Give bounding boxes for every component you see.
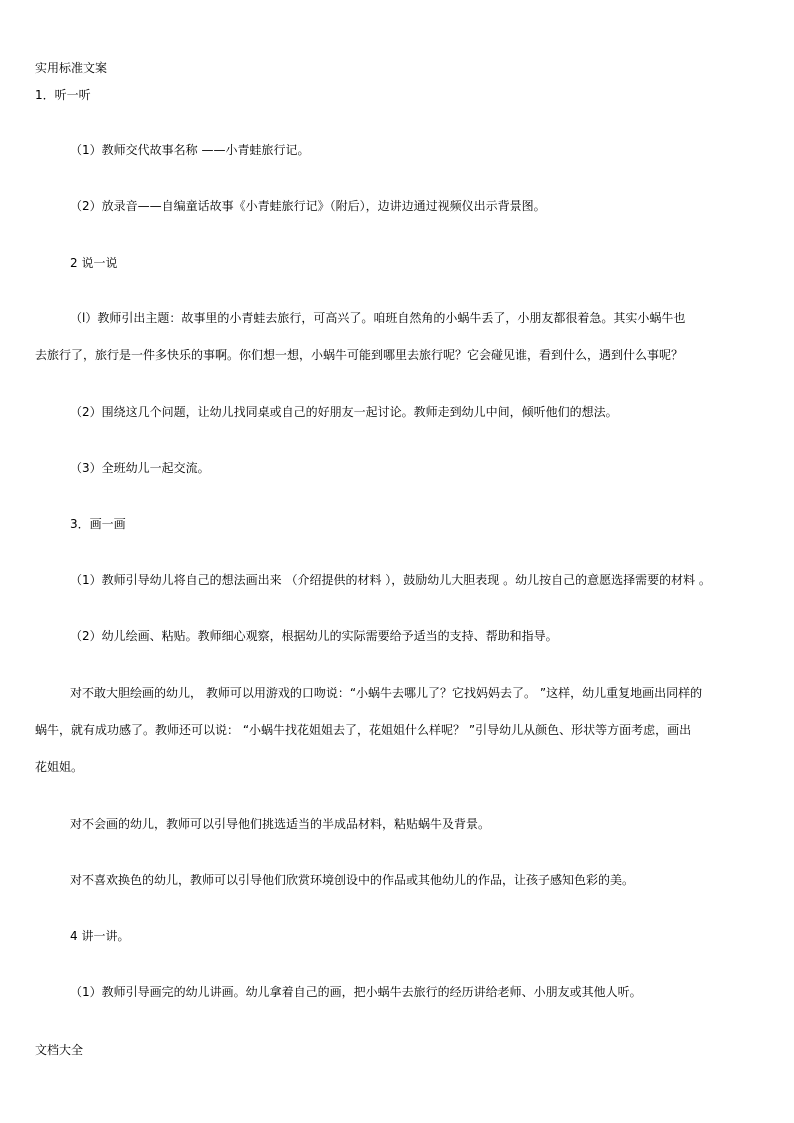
section-1-paragraph-2: （2）放录音——自编童话故事《小青蛙旅行记》（附后），边讲边通过视频仪出示背景图。 (70, 199, 546, 213)
page-footer: 文档大全 (35, 1043, 84, 1057)
section-3-paragraph-2: （2）幼儿绘画、粘贴。教师细心观察，根据幼儿的实际需要给予适当的支持、帮助和指导。 (70, 629, 558, 643)
section-4-title: 4 讲一讲。 (70, 929, 130, 943)
section-4-paragraph-1: （1）教师引导画完的幼儿讲画。幼儿拿着自己的画，把小蜗牛去旅行的经历讲给老师、小朋友或其他人听。 (70, 985, 642, 999)
section-1-title: 1．听一听 (35, 88, 91, 102)
section-3-paragraph-5: 对不喜欢换色的幼儿，教师可以引导他们欣赏环境创设中的作品或其他幼儿的作品，让孩子感知色彩的美。 (70, 873, 635, 887)
page-header: 实用标准文案 (35, 61, 108, 75)
section-3-paragraph-1: （1）教师引导幼儿将自己的想法画出来 （介绍提供的材料 ），鼓励幼儿大胆表现 。幼儿按自己的意愿选择需要的材料 。 (70, 573, 711, 587)
section-3-paragraph-3-line-2: 蜗牛，就有成功感了。教师还可以说： “小蜗牛找花姐姐去了，花姐姐什么样呢？ ”引导幼儿从颜色、形状等方面考虑，画出 (35, 723, 692, 737)
section-2-paragraph-2: （2）围绕这几个问题，让幼儿找同桌或自己的好朋友一起讨论。教师走到幼儿中间，倾听他们的想法。 (70, 405, 618, 419)
section-2-title: 2 说一说 (70, 256, 118, 270)
section-3-paragraph-3-line-3: 花姐姐。 (35, 760, 84, 774)
section-3-paragraph-4: 对不会画的幼儿，教师可以引导他们挑选适当的半成品材料，粘贴蜗牛及背景。 (70, 817, 491, 831)
section-3-paragraph-3-line-1: 对不敢大胆绘画的幼儿， 教师可以用游戏的口吻说：“小蜗牛去哪儿了？它找妈妈去了。 ”这样，幼儿重复地画出同样的 (70, 686, 703, 700)
section-1-paragraph-1: （1）教师交代故事名称 ——小青蛙旅行记。 (70, 143, 310, 157)
section-3-title: 3．画一画 (70, 517, 126, 531)
section-2-paragraph-3: （3）全班幼儿一起交流。 (70, 461, 210, 475)
section-2-paragraph-1-line-2: 去旅行了，旅行是一件多快乐的事啊。你们想一想，小蜗牛可能到哪里去旅行呢？它会碰见谁，看到什么，遇到什么事呢？ (35, 348, 684, 362)
section-2-paragraph-1-line-1: （l）教师引出主题：故事里的小青蛙去旅行，可高兴了。咱班自然角的小蜗牛丢了，小朋友都很着急。其实小蜗牛也 (70, 311, 686, 325)
